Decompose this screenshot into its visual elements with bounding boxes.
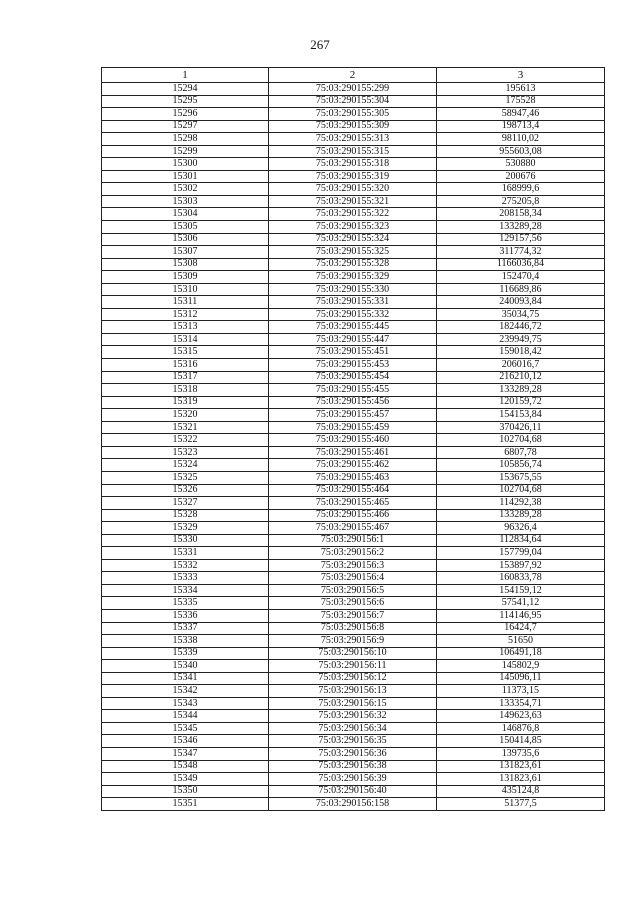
value-cell: 133289,28 — [437, 509, 605, 522]
cadastral-number-cell: 75:03:290155:461 — [269, 446, 437, 459]
value-cell: 6807,78 — [437, 446, 605, 459]
table-row — [102, 522, 605, 535]
row-number-cell: 15311 — [102, 296, 269, 309]
cadastral-number-cell: 75:03:290155:329 — [269, 271, 437, 284]
table-row — [102, 559, 605, 572]
cadastral-number-cell: 75:03:290156:8 — [269, 622, 437, 635]
cadastral-number-cell: 75:03:290156:7 — [269, 609, 437, 622]
table-row — [102, 497, 605, 510]
row-number-cell: 15294 — [102, 83, 269, 96]
table-row — [102, 108, 605, 121]
row-number-cell: 15304 — [102, 208, 269, 221]
row-number-cell: 15307 — [102, 246, 269, 259]
row-number-cell: 15313 — [102, 321, 269, 334]
value-cell: 114146,95 — [437, 609, 605, 622]
table-row — [102, 333, 605, 346]
value-cell: 114292,38 — [437, 497, 605, 510]
row-number-cell: 15340 — [102, 660, 269, 673]
value-cell: 240093,84 — [437, 296, 605, 309]
value-cell: 145096,11 — [437, 672, 605, 685]
value-cell: 154159,12 — [437, 584, 605, 597]
cadastral-number-cell: 75:03:290155:447 — [269, 333, 437, 346]
column-header-1: 1 — [102, 68, 269, 83]
cadastral-number-cell: 75:03:290155:331 — [269, 296, 437, 309]
row-number-cell: 15334 — [102, 584, 269, 597]
value-cell: 206016,7 — [437, 359, 605, 372]
value-cell: 120159,72 — [437, 396, 605, 409]
cadastral-number-cell: 75:03:290155:465 — [269, 497, 437, 510]
cadastral-number-cell: 75:03:290155:315 — [269, 145, 437, 158]
value-cell: 239949,75 — [437, 333, 605, 346]
row-number-cell: 15316 — [102, 359, 269, 372]
value-cell: 51650 — [437, 635, 605, 648]
value-cell: 153675,55 — [437, 471, 605, 484]
row-number-cell: 15318 — [102, 384, 269, 397]
table-row — [102, 685, 605, 698]
value-cell: 129157,56 — [437, 233, 605, 246]
page-number: 267 — [310, 37, 330, 52]
row-number-cell: 15312 — [102, 308, 269, 321]
table-row — [102, 346, 605, 359]
row-number-cell: 15337 — [102, 622, 269, 635]
value-cell: 98110,02 — [437, 133, 605, 146]
row-number-cell: 15295 — [102, 95, 269, 108]
row-number-cell: 15336 — [102, 609, 269, 622]
cadastral-number-cell: 75:03:290156:2 — [269, 547, 437, 560]
value-cell: 139735,6 — [437, 747, 605, 760]
row-number-cell: 15342 — [102, 685, 269, 698]
row-number-cell: 15298 — [102, 133, 269, 146]
value-cell: 200676 — [437, 170, 605, 183]
value-cell: 955603,08 — [437, 145, 605, 158]
table-row — [102, 246, 605, 259]
table-row — [102, 271, 605, 284]
table-row — [102, 635, 605, 648]
cadastral-number-cell: 75:03:290155:454 — [269, 371, 437, 384]
table-row — [102, 672, 605, 685]
row-number-cell: 15305 — [102, 221, 269, 234]
row-number-cell: 15320 — [102, 409, 269, 422]
row-number-cell: 15331 — [102, 547, 269, 560]
table-row — [102, 697, 605, 710]
table-row — [102, 446, 605, 459]
table-row — [102, 647, 605, 660]
value-cell: 57541,12 — [437, 597, 605, 610]
row-number-cell: 15323 — [102, 446, 269, 459]
cadastral-number-cell: 75:03:290156:11 — [269, 660, 437, 673]
table-row — [102, 283, 605, 296]
cadastral-number-cell: 75:03:290155:466 — [269, 509, 437, 522]
value-cell: 208158,34 — [437, 208, 605, 221]
cadastral-number-cell: 75:03:290156:36 — [269, 747, 437, 760]
row-number-cell: 15296 — [102, 108, 269, 121]
table-row — [102, 710, 605, 723]
table-row — [102, 195, 605, 208]
cadastral-number-cell: 75:03:290155:467 — [269, 522, 437, 535]
row-number-cell: 15326 — [102, 484, 269, 497]
table-row — [102, 258, 605, 271]
cadastral-number-cell: 75:03:290155:322 — [269, 208, 437, 221]
row-number-cell: 15343 — [102, 697, 269, 710]
table-row — [102, 384, 605, 397]
value-cell: 311774,32 — [437, 246, 605, 259]
value-cell: 102704,68 — [437, 484, 605, 497]
row-number-cell: 15338 — [102, 635, 269, 648]
cadastral-number-cell: 75:03:290155:332 — [269, 308, 437, 321]
row-number-cell: 15325 — [102, 471, 269, 484]
cadastral-number-cell: 75:03:290156:6 — [269, 597, 437, 610]
cadastral-number-cell: 75:03:290155:463 — [269, 471, 437, 484]
table-row — [102, 471, 605, 484]
table-row — [102, 359, 605, 372]
value-cell: 149623,63 — [437, 710, 605, 723]
table-row — [102, 321, 605, 334]
cadastral-number-cell: 75:03:290155:462 — [269, 459, 437, 472]
row-number-cell: 15306 — [102, 233, 269, 246]
cadastral-number-cell: 75:03:290155:451 — [269, 346, 437, 359]
registry-table — [101, 67, 605, 811]
value-cell: 175528 — [437, 95, 605, 108]
value-cell: 370426,11 — [437, 421, 605, 434]
value-cell: 102704,68 — [437, 434, 605, 447]
table-row — [102, 120, 605, 133]
cadastral-number-cell: 75:03:290155:319 — [269, 170, 437, 183]
cadastral-number-cell: 75:03:290155:324 — [269, 233, 437, 246]
cadastral-number-cell: 75:03:290156:3 — [269, 559, 437, 572]
table-row — [102, 609, 605, 622]
table-row — [102, 735, 605, 748]
table-row — [102, 233, 605, 246]
value-cell: 195613 — [437, 83, 605, 96]
cadastral-number-cell: 75:03:290156:158 — [269, 798, 437, 811]
cadastral-number-cell: 75:03:290155:309 — [269, 120, 437, 133]
value-cell: 159018,42 — [437, 346, 605, 359]
table-row — [102, 785, 605, 798]
value-cell: 58947,46 — [437, 108, 605, 121]
value-cell: 216210,12 — [437, 371, 605, 384]
cadastral-number-cell: 75:03:290155:455 — [269, 384, 437, 397]
cadastral-number-cell: 75:03:290155:299 — [269, 83, 437, 96]
table-row — [102, 158, 605, 171]
row-number-cell: 15301 — [102, 170, 269, 183]
row-number-cell: 15328 — [102, 509, 269, 522]
cadastral-number-cell: 75:03:290156:10 — [269, 647, 437, 660]
value-cell: 133354,71 — [437, 697, 605, 710]
table-row — [102, 145, 605, 158]
table-row — [102, 308, 605, 321]
value-cell: 133289,28 — [437, 221, 605, 234]
value-cell: 275205,8 — [437, 195, 605, 208]
row-number-cell: 15310 — [102, 283, 269, 296]
value-cell: 35034,75 — [437, 308, 605, 321]
row-number-cell: 15315 — [102, 346, 269, 359]
cadastral-number-cell: 75:03:290156:5 — [269, 584, 437, 597]
value-cell: 131823,61 — [437, 760, 605, 773]
cadastral-number-cell: 75:03:290155:328 — [269, 258, 437, 271]
row-number-cell: 15335 — [102, 597, 269, 610]
table-row — [102, 434, 605, 447]
cadastral-number-cell: 75:03:290156:12 — [269, 672, 437, 685]
row-number-cell: 15327 — [102, 497, 269, 510]
column-header-2: 2 — [269, 68, 437, 83]
value-cell: 133289,28 — [437, 384, 605, 397]
row-number-cell: 15344 — [102, 710, 269, 723]
header-row — [102, 68, 605, 83]
table-row — [102, 660, 605, 673]
row-number-cell: 15297 — [102, 120, 269, 133]
value-cell: 152470,4 — [437, 271, 605, 284]
table-row — [102, 722, 605, 735]
cadastral-number-cell: 75:03:290156:1 — [269, 534, 437, 547]
cadastral-number-cell: 75:03:290156:35 — [269, 735, 437, 748]
table-row — [102, 371, 605, 384]
value-cell: 146876,8 — [437, 722, 605, 735]
value-cell: 16424,7 — [437, 622, 605, 635]
table-row — [102, 83, 605, 96]
table-row — [102, 133, 605, 146]
cadastral-number-cell: 75:03:290155:457 — [269, 409, 437, 422]
row-number-cell: 15348 — [102, 760, 269, 773]
value-cell: 145802,9 — [437, 660, 605, 673]
value-cell: 530880 — [437, 158, 605, 171]
table-row — [102, 534, 605, 547]
cadastral-number-cell: 75:03:290155:453 — [269, 359, 437, 372]
cadastral-number-cell: 75:03:290155:325 — [269, 246, 437, 259]
value-cell: 51377,5 — [437, 798, 605, 811]
table-header — [102, 68, 605, 83]
row-number-cell: 15309 — [102, 271, 269, 284]
table-row — [102, 208, 605, 221]
table-row — [102, 747, 605, 760]
row-number-cell: 15317 — [102, 371, 269, 384]
cadastral-number-cell: 75:03:290155:304 — [269, 95, 437, 108]
cadastral-number-cell: 75:03:290155:318 — [269, 158, 437, 171]
cadastral-number-cell: 75:03:290156:34 — [269, 722, 437, 735]
table-row — [102, 421, 605, 434]
value-cell: 198713,4 — [437, 120, 605, 133]
cadastral-number-cell: 75:03:290155:313 — [269, 133, 437, 146]
value-cell: 105856,74 — [437, 459, 605, 472]
row-number-cell: 15308 — [102, 258, 269, 271]
value-cell: 160833,78 — [437, 572, 605, 585]
row-number-cell: 15303 — [102, 195, 269, 208]
table-row — [102, 221, 605, 234]
table-row — [102, 396, 605, 409]
value-cell: 1166036,84 — [437, 258, 605, 271]
table-row — [102, 170, 605, 183]
value-cell: 157799,04 — [437, 547, 605, 560]
table-row — [102, 798, 605, 811]
row-number-cell: 15332 — [102, 559, 269, 572]
table-row — [102, 547, 605, 560]
column-header-3: 3 — [437, 68, 605, 83]
cadastral-number-cell: 75:03:290155:445 — [269, 321, 437, 334]
table-body — [102, 83, 605, 811]
value-cell: 112834,64 — [437, 534, 605, 547]
row-number-cell: 15324 — [102, 459, 269, 472]
value-cell: 182446,72 — [437, 321, 605, 334]
row-number-cell: 15351 — [102, 798, 269, 811]
cadastral-number-cell: 75:03:290156:38 — [269, 760, 437, 773]
value-cell: 153897,92 — [437, 559, 605, 572]
cadastral-number-cell: 75:03:290155:305 — [269, 108, 437, 121]
table-row — [102, 773, 605, 786]
value-cell: 116689,86 — [437, 283, 605, 296]
value-cell: 11373,15 — [437, 685, 605, 698]
table-row — [102, 296, 605, 309]
cadastral-number-cell: 75:03:290156:4 — [269, 572, 437, 585]
table-row — [102, 409, 605, 422]
cadastral-number-cell: 75:03:290156:32 — [269, 710, 437, 723]
value-cell: 435124,8 — [437, 785, 605, 798]
table-row — [102, 509, 605, 522]
table-row — [102, 760, 605, 773]
cadastral-number-cell: 75:03:290155:456 — [269, 396, 437, 409]
cadastral-number-cell: 75:03:290155:460 — [269, 434, 437, 447]
row-number-cell: 15329 — [102, 522, 269, 535]
table-row — [102, 95, 605, 108]
table-row — [102, 572, 605, 585]
cadastral-number-cell: 75:03:290156:13 — [269, 685, 437, 698]
cadastral-number-cell: 75:03:290155:330 — [269, 283, 437, 296]
table-row — [102, 597, 605, 610]
table-row — [102, 584, 605, 597]
table-row — [102, 183, 605, 196]
row-number-cell: 15339 — [102, 647, 269, 660]
row-number-cell: 15299 — [102, 145, 269, 158]
cadastral-number-cell: 75:03:290155:459 — [269, 421, 437, 434]
cadastral-number-cell: 75:03:290155:320 — [269, 183, 437, 196]
row-number-cell: 15333 — [102, 572, 269, 585]
row-number-cell: 15300 — [102, 158, 269, 171]
cadastral-number-cell: 75:03:290156:9 — [269, 635, 437, 648]
cadastral-number-cell: 75:03:290156:15 — [269, 697, 437, 710]
table-row — [102, 459, 605, 472]
row-number-cell: 15347 — [102, 747, 269, 760]
row-number-cell: 15350 — [102, 785, 269, 798]
row-number-cell: 15314 — [102, 333, 269, 346]
value-cell: 168999,6 — [437, 183, 605, 196]
row-number-cell: 15345 — [102, 722, 269, 735]
cadastral-number-cell: 75:03:290155:323 — [269, 221, 437, 234]
value-cell: 154153,84 — [437, 409, 605, 422]
table-row — [102, 484, 605, 497]
row-number-cell: 15349 — [102, 773, 269, 786]
row-number-cell: 15302 — [102, 183, 269, 196]
cadastral-number-cell: 75:03:290155:464 — [269, 484, 437, 497]
row-number-cell: 15341 — [102, 672, 269, 685]
value-cell: 96326,4 — [437, 522, 605, 535]
value-cell: 131823,61 — [437, 773, 605, 786]
value-cell: 150414,85 — [437, 735, 605, 748]
row-number-cell: 15321 — [102, 421, 269, 434]
row-number-cell: 15322 — [102, 434, 269, 447]
cadastral-number-cell: 75:03:290156:39 — [269, 773, 437, 786]
row-number-cell: 15346 — [102, 735, 269, 748]
cadastral-number-cell: 75:03:290156:40 — [269, 785, 437, 798]
row-number-cell: 15330 — [102, 534, 269, 547]
cadastral-number-cell: 75:03:290155:321 — [269, 195, 437, 208]
value-cell: 106491,18 — [437, 647, 605, 660]
row-number-cell: 15319 — [102, 396, 269, 409]
table-row — [102, 622, 605, 635]
